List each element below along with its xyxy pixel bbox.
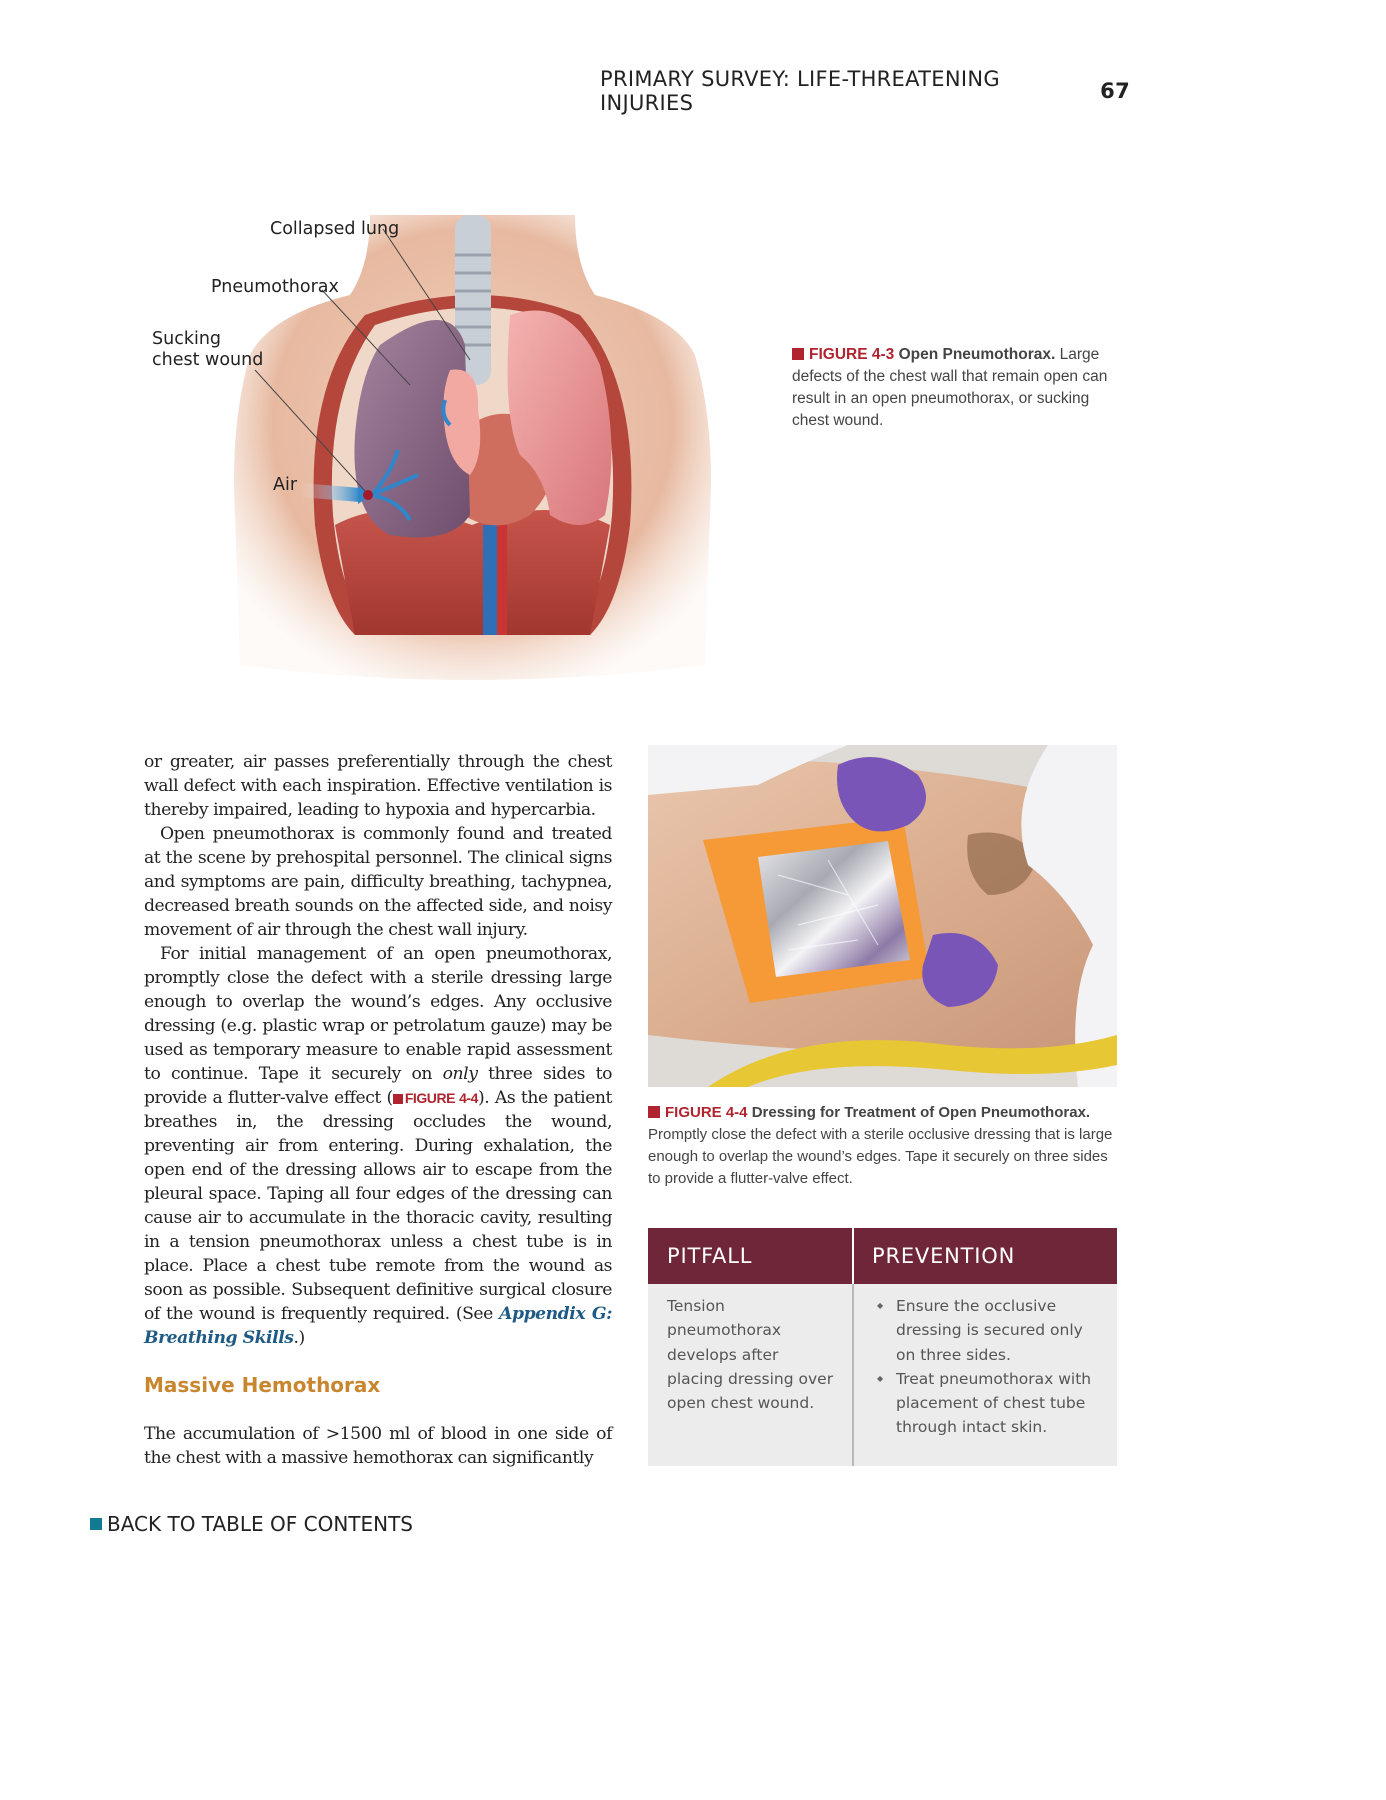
body-text-column bbox=[144, 750, 612, 1350]
paragraph-3-part-b: three sides to provide a flutter-valve effect ( bbox=[144, 1064, 612, 1108]
paragraph-3 bbox=[144, 942, 612, 1350]
label-air: Air bbox=[273, 475, 298, 495]
running-title: PRIMARY SURVEY: LIFE-THREATENING INJURIES bbox=[600, 67, 1000, 115]
square-bullet-icon bbox=[90, 1518, 102, 1530]
body-text-column-continued bbox=[144, 1422, 612, 1470]
caption-marker-icon bbox=[792, 348, 804, 360]
running-header bbox=[600, 67, 1130, 115]
caption-marker-icon bbox=[648, 1106, 660, 1118]
figure-caption-text: Promptly close the defect with a sterile occlusive dressing that is large enough to overlap the wound’s edges. Tape it securely on three sides to provide a flutter-valve effect. bbox=[648, 1126, 1113, 1187]
figure-4-4-reference-link[interactable] bbox=[393, 1090, 478, 1106]
figure-4-3-illustration bbox=[150, 195, 790, 695]
appendix-g-link[interactable]: Appendix G: Breathing Skills bbox=[144, 1304, 613, 1348]
back-to-toc-link[interactable] bbox=[90, 1512, 413, 1536]
figure-number: FIGURE 4-3 bbox=[809, 346, 895, 363]
prevention-item: ◆ Ensure the occlusive dressing is secured only on three sides. bbox=[872, 1294, 1105, 1367]
occlusive-dressing-photo bbox=[648, 745, 1117, 1087]
figure-4-4-reference-text: FIGURE 4-4 bbox=[404, 1090, 478, 1106]
back-to-toc-label: BACK TO TABLE OF CONTENTS bbox=[107, 1512, 414, 1536]
header-prevention: PREVENTION bbox=[872, 1244, 1016, 1268]
paragraph-4: The accumulation of >1500 ml of blood in one side of the chest with a massive hemothorax can significantly bbox=[144, 1424, 612, 1468]
table-row bbox=[648, 1284, 1117, 1466]
paragraph-3-part-d: .) bbox=[293, 1328, 305, 1348]
paragraph-3-part-a: For initial management of an open pneumothorax, promptly close the defect with a sterile dressing large enough to overlap the wound’s edges. Any occlusive dressing (e.g. plastic wrap or petrolatum gauze) may be used as temporary measure to enable rapid assessment to continue. Tape it securely on bbox=[144, 944, 612, 1084]
figure-title: Open Pneumothorax. bbox=[898, 346, 1056, 363]
emphasis-only: only bbox=[442, 1064, 478, 1084]
label-sucking-chest-wound: Sucking chest wound bbox=[152, 329, 264, 370]
prevention-cell bbox=[854, 1284, 1117, 1466]
figure-title: Dressing for Treatment of Open Pneumothorax. bbox=[751, 1104, 1091, 1121]
table-header-row bbox=[648, 1228, 1117, 1284]
label-pneumothorax: Pneumothorax bbox=[211, 277, 339, 297]
prevention-list bbox=[872, 1294, 1105, 1440]
pitfall-prevention-table bbox=[648, 1228, 1117, 1466]
chest-anatomy-drawing bbox=[150, 195, 790, 695]
figure-caption-text: Large defects of the chest wall that remain open can result in an open pneumothorax, or sucking chest wound. bbox=[792, 346, 1108, 429]
paragraph-2: Open pneumothorax is commonly found and treated at the scene by prehospital personnel. The clinical signs and symptoms are pain, difficulty breathing, tachypnea, decreased breath sounds on the affected side, and noisy movement of air through the chest wall injury. bbox=[144, 824, 612, 940]
figure-4-4-photo bbox=[648, 745, 1117, 1087]
figure-number: FIGURE 4-4 bbox=[665, 1104, 748, 1121]
page-number: 67 bbox=[1100, 79, 1130, 103]
caption-marker-icon bbox=[393, 1094, 403, 1104]
figure-4-3-caption bbox=[792, 344, 1122, 432]
pitfall-cell: Tension pneumothorax develops after placing dressing over open chest wound. bbox=[648, 1284, 854, 1466]
prevention-item: ◆ Treat pneumothorax with placement of chest tube through intact skin. bbox=[872, 1367, 1105, 1440]
paragraph-1: or greater, air passes preferentially through the chest wall defect with each inspiration. Effective ventilation is thereby impaired, leading to hypoxia and hypercarbia. bbox=[144, 752, 612, 820]
paragraph-3-part-c: ). As the patient breathes in, the dressing occludes the wound, preventing air from entering. During exhalation, the open end of the dressing allows air to escape from the pleural space. Taping all four edges of the dressing can cause air to accumulate in the thoracic cavity, resulting in a tension pneumothorax unless a chest tube is in place. Place a chest tube remote from the wound as soon as possible. Subsequent definitive surgical closure of the wound is frequently required. (See bbox=[144, 1088, 613, 1324]
section-heading-massive-hemothorax: Massive Hemothorax bbox=[144, 1373, 381, 1397]
label-collapsed-lung: Collapsed lung bbox=[270, 219, 400, 239]
header-pitfall: PITFALL bbox=[648, 1228, 854, 1284]
figure-4-4-caption bbox=[648, 1102, 1118, 1190]
